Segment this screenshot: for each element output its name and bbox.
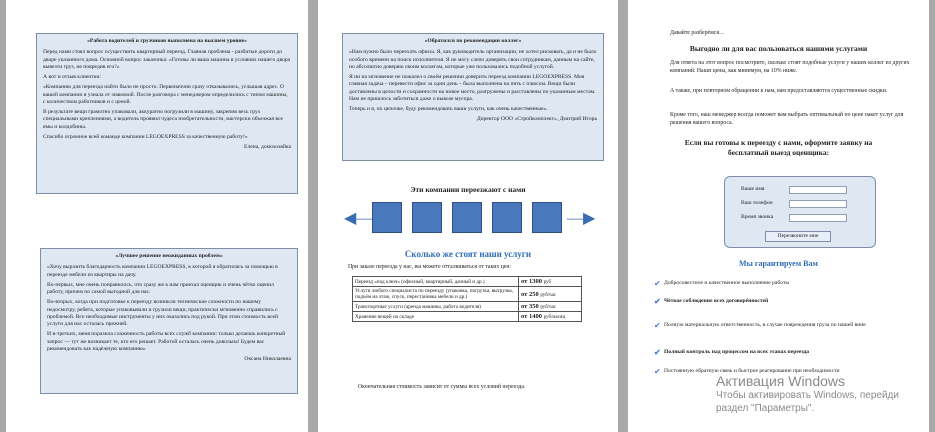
guarantee-heading: Мы гарантируем Вам	[739, 259, 818, 268]
windows-activation-watermark	[716, 373, 899, 415]
companies-heading: Эти компании переезжают с нами	[410, 185, 526, 194]
watermark-line: раздел "Параметры".	[716, 403, 815, 414]
review-box-2	[40, 248, 298, 394]
list-item: ✔ Полную материальную ответственность, в случае повреждения груза по нашей вине	[654, 321, 866, 330]
prices-heading: Сколько же стоят наши услуги	[404, 249, 532, 259]
service-cell: Переезд «под ключ» (офисный, квартирный, дачный и др.)	[353, 277, 519, 287]
phone-input[interactable]	[789, 200, 847, 208]
review-signature: Директор ООО «Стройкомплект», Дмитрий Игорь	[476, 116, 597, 123]
review-text: «Нам нужно было переехать офисы. Я, как руководитель организации, не хотел рисковать, да и не было особого времени на поиск исполнителя. Я не могу слепо доверять свои сотрудникам, данным на сайте, но абсолютно доверяю своим коллегам, которые уже пользовались подобной услугой.	[349, 49, 597, 70]
table-row	[353, 287, 582, 302]
page-middle	[318, 0, 618, 432]
page-left	[6, 0, 308, 432]
review-signature: Оксана Николаевна	[244, 356, 291, 363]
review-text: Я ни на мгновение не пожалел о своём решении доверить переезд компании LEGOEXPRESS. Моя главная задача – перевести офис за один день – была выполнена на пять с плюсом. Вещи были доставлены в целости и сохранности на новое место, разгружены и расставлены по указанным местам. Нам не пришлось заботиться даже о вывозе мусора.	[349, 74, 596, 102]
watermark-title: Активация Windows	[716, 373, 846, 389]
review-text: Во-вторых, когда при подготовке к переезду возникли технические сложности по нашему недосмотру, ребята, которые упаковывали и грузили вещи, практически мгновенно справились с проблемой. Все необходимые инструменты у них оказались под рукой. При этом стоимость всей услуги для нас осталась прежней.	[47, 299, 278, 328]
table-row	[353, 302, 582, 312]
review-text: Перед нами стоял вопрос осуществить квартирный переезд. Главная проблема - разбитые дороги до дворе указанного дома. Основной вопрос заказчика: «Готовы ли ваша машина в условиях нашего двора вывезти груз, не повредив его?»	[43, 49, 291, 70]
time-label: Время звонка	[741, 214, 774, 220]
benefit-text: Для ответа на этот вопрос посмотрите, сколько стоят подобные услуги у наших коллег из других компаний. Наши цены, как минимум, на 10% ниже.	[670, 60, 910, 74]
review-title: «Обратился по рекомендации коллег»	[424, 38, 522, 44]
list-item: ✔ Чёткое соблюдение всех договорённостей	[654, 297, 769, 306]
review-text: «Компанию для переезда найти было не просто. Первоначчни сразу отказывались, услышав адрес. О вашей компании я узнала от знакомой. После разговора с менеджером определились с типом машины, с количеством работников и с ценой.	[43, 84, 288, 105]
arrow-right-icon[interactable]: ―▶	[567, 210, 596, 227]
checkmark-icon: ✔	[654, 279, 661, 288]
benefit-heading: Выгодно ли для вас пользоваться нашими услугами	[689, 44, 868, 53]
benefit-text: А также, при повторном обращении к нам, вам предоставляются существенные скидки.	[670, 88, 888, 94]
review-title: «Работа водителей и грузчиков выполнена на высшем уровне»	[87, 38, 247, 44]
checkmark-icon: ✔	[654, 367, 661, 376]
benefit-text: Кроме того, наш менеджер всегда поможет вам выбрать оптимальный по цене пакет услуг для решения вашего вопроса.	[670, 112, 904, 126]
cta-heading: Если вы готовы к переезду с нами, оформите заявку на бесплатный выезд оценщика:	[684, 138, 873, 158]
watermark-line: Чтобы активировать Windows, перейди	[716, 390, 899, 401]
checkmark-icon: ✔	[654, 348, 661, 357]
list-item: ✔ Полный контроль над процессом на всех этапах переезда	[654, 348, 810, 357]
prices-intro: При заказе переезда у нас, вы можете отталкиваться от таких цен:	[348, 264, 512, 270]
table-row	[353, 312, 582, 322]
list-item: ✔ Постоянную обратную связь и быстрое реагирование при необходимости	[654, 367, 840, 376]
service-cell: Хранение вещей на складе	[353, 312, 519, 322]
review-text: А вот и отзыв клиентки:	[43, 74, 101, 81]
review-text: В результате вещи грамотно упаковали, аккуратно погрузили в машину, закрепив весь груз специальными креплениями, а водитель проявил чудеса изобретательности, мастерски объезжая все ямы и колдобины.	[43, 109, 283, 130]
review-text: И в-третьих, меня поразила слаженность работы всех служб компании: только делаешь конкретный запрос — тут же возникает те, кто его решает. Работой осталась очень довольна! Будем вас рекомендовать как надёжную компанию»	[47, 331, 286, 352]
name-input[interactable]	[789, 186, 847, 194]
callback-form	[724, 176, 876, 248]
review-text: «Хочу выразить благодарность компании LEGOEXPRESS, к которой я обратилась за помощью в переезде мебели из квартиры на дачу.	[47, 264, 278, 278]
review-title: «Лучшее решение неожиданных проблем»	[115, 253, 223, 259]
arrow-left-icon[interactable]: ◀―	[344, 210, 373, 227]
review-box-1	[36, 33, 298, 194]
company-logo	[412, 202, 442, 233]
checkmark-icon: ✔	[654, 297, 661, 306]
company-logo	[532, 202, 562, 233]
review-box-3	[342, 33, 604, 161]
company-logo	[492, 202, 522, 233]
callback-button[interactable]: Перезвоните мне	[765, 231, 831, 242]
price-cell: от 1300 руб	[519, 277, 582, 287]
review-text: Теперь и я, по цепочке, буду рекомендовать ваши услуги, как очень качественные».	[349, 106, 548, 113]
price-cell: от 250 руб/час	[519, 287, 582, 302]
price-cell: от 350 руб/час	[519, 302, 582, 312]
price-cell: от 1400 руб/месяц	[519, 312, 582, 322]
prices-outro: Окончательная стоимость зависит от суммы всех условий переезда.	[358, 384, 526, 390]
checkmark-icon: ✔	[654, 321, 661, 330]
phone-label: Ваш телефон	[741, 200, 773, 206]
review-text: Во-первых, мне очень понравилось, что сразу же к нам приехал оценщик и очень чётко оценил работу, причем по самой выгодной для нас.	[47, 281, 274, 296]
service-cell: Услуги любого специалиста по переезду (упаковка, погрузка, выгрузка, подъём на этаж, спуск, перестановка мебели и др.)	[353, 287, 519, 302]
review-signature: Елена, домохозяйка	[244, 144, 291, 151]
intro-text: Давайте разберёмся…	[670, 30, 725, 36]
price-table	[352, 276, 582, 322]
page-right	[628, 0, 929, 432]
time-input[interactable]	[789, 214, 847, 222]
review-text: Спасибо огромное всей команде компании LEGOEXPRESS за качественную работу!»	[43, 133, 248, 140]
table-row	[353, 277, 582, 287]
company-logo	[372, 202, 402, 233]
company-logo	[452, 202, 482, 233]
service-cell: Транспортные услуги (аренда машины, работа водителя)	[353, 302, 519, 312]
name-label: Ваше имя	[741, 186, 765, 192]
list-item: ✔ Добросовестное и качественное выполнение работы	[654, 279, 790, 288]
